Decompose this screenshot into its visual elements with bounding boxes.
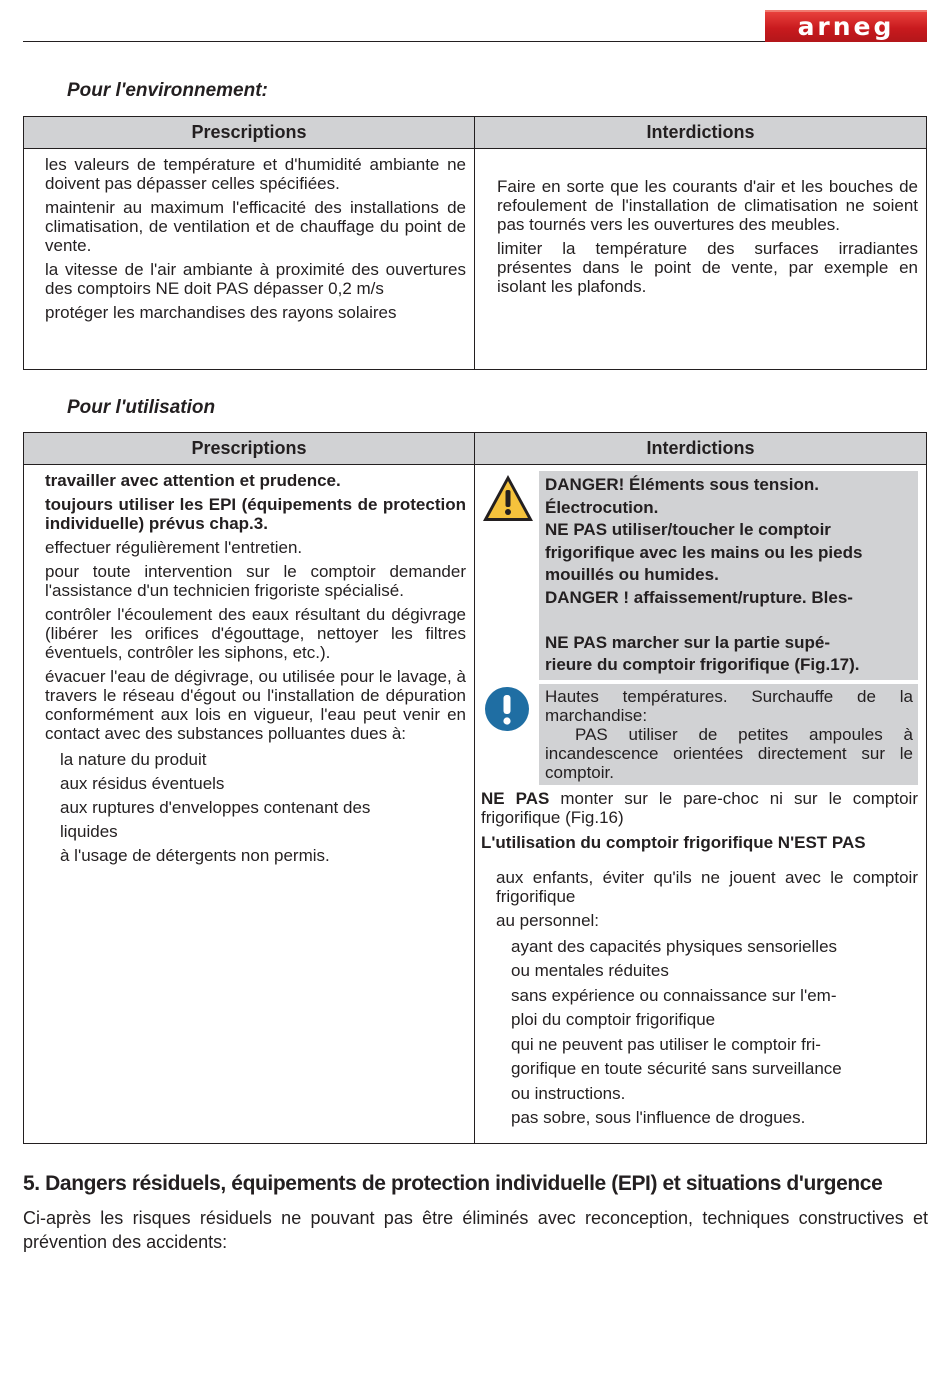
notice-text-box [539,684,918,785]
danger-line: NE PAS marcher sur la partie supé- [545,632,831,652]
column-header-prescriptions: Prescriptions [24,433,475,465]
danger-line: DANGER ! affaissement/rupture. Bles- [545,587,853,607]
usage-interdictions-cell [475,465,927,1144]
personnel-item: sans expérience ou connaissance sur l'em- [511,985,837,1005]
prescription-item: évacuer l'eau de dégivrage, ou utilisée pour le lavage, à travers le réseau d'égout ou l'installation de dépuration conformément aux lois en vigueur, l'eau peut venir en contact avec des substances polluantes dues à: [45,667,466,743]
personnel-item: ou mentales réduites [511,961,669,980]
environment-interdictions-cell [475,149,927,370]
mandatory-exclamation-icon [481,684,539,741]
environment-table [23,116,927,370]
personnel-item: qui ne peuvent pas utiliser le comptoir fri- [511,1034,821,1054]
not-for-item: aux enfants, éviter qu'ils ne jouent avec le comptoir frigorifique [496,867,918,906]
section-heading-usage: Pour l'utilisation [67,397,216,418]
danger-line: DANGER! Éléments sous tension. [545,475,819,494]
notice-block [481,684,918,785]
not-for-list [481,868,918,1131]
usage-prescriptions-cell [24,465,475,1144]
warning-triangle-icon [481,471,539,528]
column-header-interdictions: Interdictions [475,433,927,465]
prescription-item: effectuer régulièrement l'entretien. [45,538,303,557]
interdiction-item: limiter la température des surfaces irradiantes présentes dans le point de vente, par exemple en isolant les plafonds. [497,239,918,296]
prescription-item: maintenir au maximum l'efficacité des installations de climatisation, de ventilation et de chauffage du point de vente. [45,198,466,255]
danger-line: rieure du comptoir frigorifique (Fig.17). [545,655,860,674]
pollutant-source-item: liquides [60,822,118,841]
bumper-warning-text: monter sur le pare-choc ni sur le comptoir frigorifique (Fig.16) [481,788,918,827]
prescription-item: contrôler l'écoulement des eaux résultant du dégivrage (libérer les orifices d'égouttage, nettoyer les filtres éventuels, contrôler les siphons, etc.). [45,605,466,662]
chapter-intro: Ci-après les risques résiduels ne pouvant pas être éliminés avec reconception, techniques constructives et prévention des accidents: [23,1208,928,1252]
pollutant-source-item: aux résidus éventuels [60,774,225,793]
danger-text-box [539,471,918,680]
danger-line-blank [545,609,913,632]
header-rule [23,41,768,42]
danger-warning-block [481,471,918,680]
personnel-item: pas sobre, sous l'influence de drogues. [511,1108,806,1127]
personnel-item: ou instructions. [511,1083,626,1103]
notice-text: PAS utiliser de petites ampoules à incandescence orientées directement sur le comptoir. [545,724,913,782]
prescription-item: protéger les marchandises des rayons solaires [45,303,397,322]
prescription-item: la vitesse de l'air ambiante à proximité des ouvertures des comptoirs NE doit PAS dépasser 0,2 m/s [45,260,466,298]
brand-logo [765,10,927,42]
prescription-item-bold: toujours utiliser les EPI (équipements de protection individuelle) prévus chap.3. [45,495,466,533]
notice-text: Hautes températures. Surchauffe de la marchandise: [545,686,913,725]
brand-logo-text: arneg [797,11,895,41]
usage-table [23,432,927,1144]
danger-line: mouillés ou humides. [545,565,719,584]
prescription-item-bold: travailler avec attention et prudence. [45,471,341,490]
personnel-item: ayant des capacités physiques sensorielles [511,936,838,956]
not-for-heading: L'utilisation du comptoir frigorifique N'EST PAS [481,832,866,852]
interdiction-item: Faire en sorte que les courants d'air et les bouches de refoulement de l'installation de climatisation ne soient pas tournés vers les ouvertures des meubles. [497,177,918,234]
bumper-warning [481,789,918,827]
chapter-title: 5. Dangers résiduels, équipements de protection individuelle (EPI) et situations d'urgence [23,1172,883,1195]
danger-line: frigorifique avec les mains ou les pieds [545,542,863,562]
pollutant-source-item: à l'usage de détergents non permis. [60,846,330,865]
pollutant-source-item: la nature du produit [60,750,207,769]
column-header-prescriptions: Prescriptions [24,117,475,149]
environment-prescriptions-cell [24,149,475,370]
not-for-item: au personnel: [496,910,600,930]
personnel-item: gorifique en toute sécurité sans surveillance [511,1059,842,1078]
prescription-item: les valeurs de température et d'humidité ambiante ne doivent pas dépasser celles spécifiées. [45,155,466,193]
personnel-item: ploi du comptoir frigorifique [511,1010,716,1029]
column-header-interdictions: Interdictions [475,117,927,149]
pollutant-source-item: aux ruptures d'enveloppes contenant des [60,798,371,817]
danger-line: Électrocution. [545,497,659,517]
danger-line: NE PAS utiliser/toucher le comptoir [545,520,831,539]
prescription-item: pour toute intervention sur le comptoir demander l'assistance d'un technicien frigoriste spécialisé. [45,562,466,600]
section-heading-environment: Pour l'environnement: [67,80,268,101]
bumper-warning-bold: NE PAS [481,788,550,808]
